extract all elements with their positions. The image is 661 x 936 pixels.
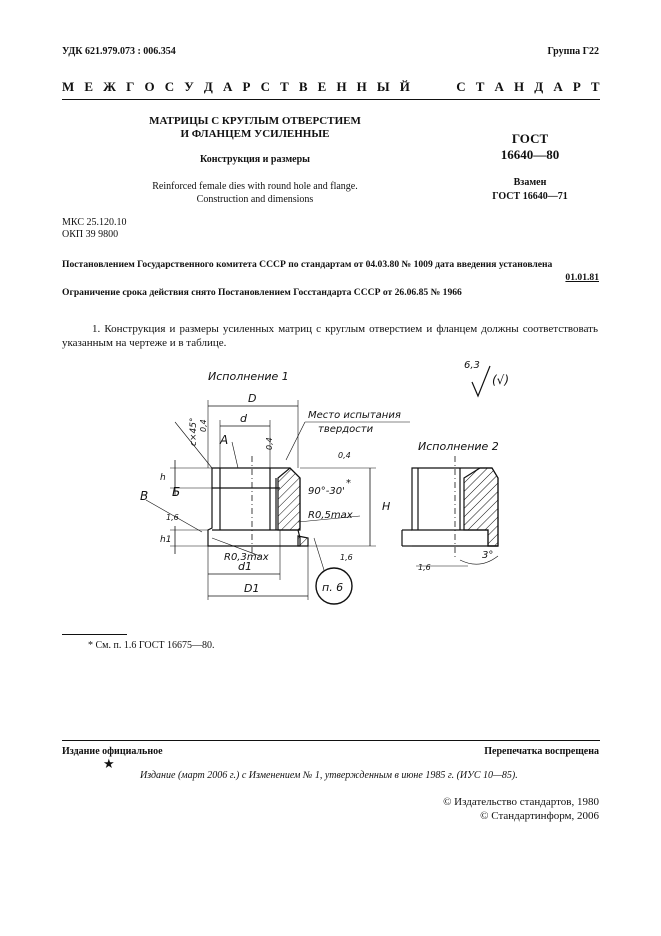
footnote-rule [62, 634, 127, 635]
no-reprint-label: Перепечатка воспрещена [484, 746, 599, 757]
banner-letter: Ы [376, 79, 390, 94]
banner-letter: Г [126, 79, 135, 94]
replaces-block [462, 176, 598, 204]
banner-letter: М [62, 79, 75, 94]
udk-code: УДК 621.979.073 : 006.354 [62, 46, 176, 57]
footnote: * См. п. 1.6 ГОСТ 16675—80. [88, 640, 215, 651]
copyright-2006: © Стандартинформ, 2006 [480, 810, 599, 822]
banner-letter: С [164, 79, 175, 94]
group-code: Группа Г22 [547, 46, 599, 57]
title-line-1: МАТРИЦЫ С КРУГЛЫМ ОТВЕРСТИЕМ [149, 115, 361, 127]
banner-letter: А [553, 79, 563, 94]
banner-letter: Т [280, 79, 289, 94]
banner-letter: У [184, 79, 194, 94]
dim-d1-label: d1 [238, 560, 252, 573]
roughness-16-a: 1,6 [166, 513, 179, 522]
copyright-1980: © Издательство стандартов, 1980 [443, 796, 599, 808]
banner-letter: О [144, 79, 155, 94]
hardness-note-line1: Место испытания [308, 410, 401, 421]
dim-H-label: H [382, 500, 391, 513]
banner-letter [420, 79, 428, 95]
version1-label: Исполнение 1 [208, 370, 289, 383]
chamfer-label: c×45° [189, 417, 199, 446]
decree-text: Постановлением Государственного комитета СССР по стандартам от 04.03.80 № 1009 дата введения установлена [62, 259, 553, 270]
standard-subtitle: Конструкция и размеры [200, 154, 310, 165]
gost-number: 16640—80 [500, 147, 560, 162]
angle-footnote-star: * [346, 478, 351, 489]
banner-letter: Й [399, 79, 410, 94]
banner-letter: В [298, 79, 308, 94]
banner-letter: Н [514, 79, 525, 94]
hardness-note-line2: твердости [318, 424, 374, 435]
view-A-label: А [220, 433, 229, 447]
dim-D1-label: D1 [244, 582, 260, 595]
radius-03-label: R0,3max [224, 552, 269, 563]
english-title-line-1: Reinforced female dies with round hole and flange. [152, 181, 358, 192]
gost-number-block [470, 131, 590, 163]
banner-letter: С [260, 79, 270, 94]
roughness-paren: (√) [492, 373, 510, 387]
dim-h1-label: h1 [160, 535, 172, 545]
top-divider [62, 99, 600, 100]
star-icon: ★ [103, 756, 115, 771]
die-hatched-wall [278, 468, 300, 530]
standard-title [130, 115, 380, 141]
die-drawing [120, 360, 560, 610]
banner-letter: Р [242, 79, 251, 94]
banner-letter: Р [572, 79, 581, 94]
limit-removed-text: Ограничение срока действия снято Постановлением Госстандарта СССР от 26.06.85 № 1966 [62, 287, 462, 298]
roughness-04-c: 0,4 [338, 451, 351, 460]
banner-letter: Т [590, 79, 600, 94]
decree-date: 01.01.81 [565, 272, 599, 283]
official-edition-label: Издание официальное [62, 746, 163, 757]
surface-B-label: Б [172, 485, 181, 499]
surface-V-label: В [140, 489, 149, 503]
banner-letter: Т [475, 79, 485, 94]
okp-code: ОКП 39 9800 [62, 229, 119, 240]
classification-codes [62, 217, 126, 241]
banner-letter: Д [534, 79, 544, 94]
banner-letter: А [494, 79, 504, 94]
banner-letter: Е [317, 79, 327, 94]
english-title-line-2: Construction and dimensions [196, 194, 314, 205]
roughness-16-b: 1,6 [340, 553, 353, 562]
interstate-standard-banner [62, 79, 600, 95]
banner-letter [438, 79, 446, 95]
version2-label: Исполнение 2 [418, 440, 499, 453]
gost-label: ГОСТ [511, 131, 549, 146]
radius-05-label: R0,5max [308, 510, 353, 521]
angle-3-label: 3° [482, 550, 494, 561]
title-line-2: И ФЛАНЦЕМ УСИЛЕННЫЕ [180, 128, 330, 140]
angle-label: 90°-30' [308, 486, 345, 497]
roughness-general-value: 6,3 [464, 360, 480, 371]
dim-d-label: d [240, 412, 247, 425]
edition-info: Издание (март 2006 г.) с Изменением № 1, утвержденным в июне 1985 г. (ИУС 10—85). [140, 770, 518, 781]
bubble-label: п. 6 [322, 581, 344, 594]
banner-letter: Н [336, 79, 347, 94]
roughness-04-b: 0,4 [265, 437, 274, 450]
banner-letter: С [456, 79, 466, 94]
banner-letter: Д [203, 79, 213, 94]
banner-letter: А [222, 79, 233, 94]
roughness-16-c: 1,6 [418, 563, 431, 572]
banner-letter: Е [84, 79, 94, 94]
english-title [130, 180, 380, 206]
replaces-label: Взамен [513, 177, 547, 188]
banner-letter: Ж [103, 79, 117, 94]
banner-letter: Н [356, 79, 367, 94]
mks-code: МКС 25.120.10 [62, 217, 127, 228]
clause-1-paragraph: 1. Конструкция и размеры усиленных матриц с круглым отверстием и фланцем должны соответствовать указанным на чертеже и в таблице. [62, 323, 598, 349]
footer-divider [62, 740, 600, 741]
dim-h-label: h [160, 473, 166, 483]
roughness-04-a: 0,4 [199, 419, 208, 432]
dim-D-label: D [248, 392, 257, 405]
replaces-number: ГОСТ 16640—71 [492, 191, 568, 202]
